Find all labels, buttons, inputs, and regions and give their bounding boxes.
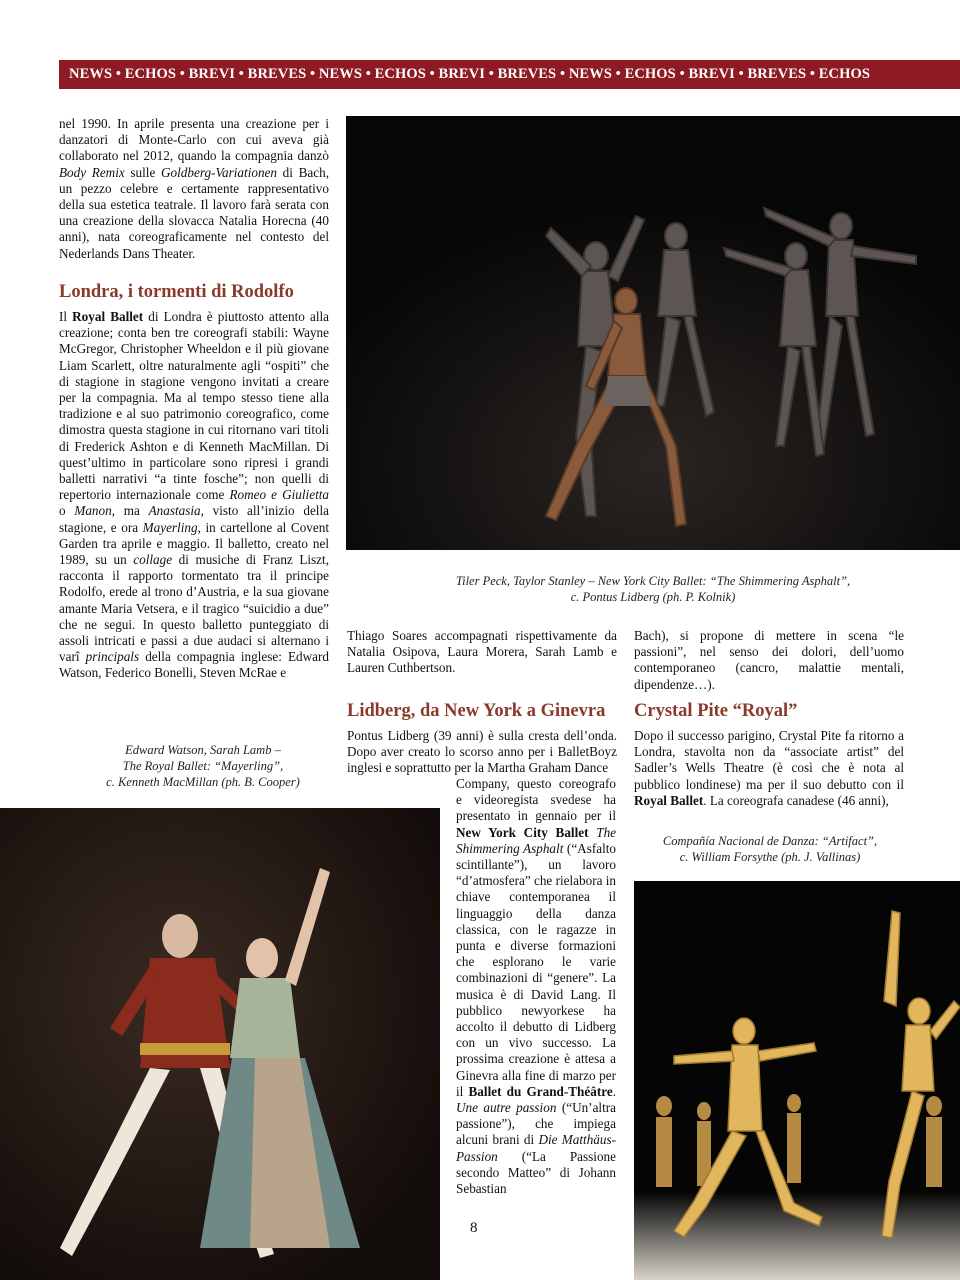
text-run: di Bach, un pezzo celebre e certamente rappresentativo della sua estetica teatrale. Il lavoro farà serata con una creazione della slovacca Natalia Horecna (40 anni), nata coreograficamente nel contesto del Nederlands Dans Theater. <box>59 164 330 261</box>
lidberg-paragraph-top: Pontus Lidberg (39 anni) è sulla cresta dell’onda. Dopo aver creato lo scorso anno per i BalletBoyz inglesi e soprattutto per la Martha Graham Dance <box>347 728 617 776</box>
text-run: , ma <box>111 503 149 519</box>
caption-line: c. Kenneth MacMillan (ph. B. Cooper) <box>106 775 300 789</box>
caption-line: Tiler Peck, Taylor Stanley – New York City Ballet: “The Shimmering Asphalt”, <box>455 574 851 588</box>
text-run: . La coreografa canadese (46 anni), <box>703 792 889 808</box>
text-run: (“La Passione secondo Matteo” di Johann Sebastian <box>456 1148 616 1197</box>
ensemble-dancers-illustration <box>634 881 960 1280</box>
text-run: di Londra è piuttosto attento alla creazione; conta ben tre coreografi stabili: Wayne McGregor, Christopher Wheeldon e il più giovane Liam Scarlett, oltre naturalmente agli “ospiti” che di stagione in stagione vengono invitati a creare per la compagnia. Ma al tempo stesso tiene alla tradizione e al suo patrimonio coreografico, come dimostra questa stagione in cui ritornano vari titoli di Frederick Ashton e di Kenneth MacMillan. Di quest’ultimo in particolare sono ripresi i grandi balletti narrativi “a tinte fosche”; non quelli di repertorio internazionale come <box>59 309 330 503</box>
text-run: , in cartellone al Covent Garden tra aprile e maggio. Il balletto, creato nel 1989, su un <box>59 519 329 568</box>
italic-run: collage <box>133 552 173 568</box>
italic-run: Mayerling <box>142 519 198 535</box>
text-run: Il <box>59 309 73 324</box>
bold-run: Ballet du Grand-Théâtre <box>468 1083 613 1099</box>
lidberg-paragraph <box>456 776 616 1197</box>
italic-run: Romeo e Giulietta <box>229 487 329 503</box>
text-run: . <box>612 1083 616 1099</box>
text-run: (“Asfalto scintillante”), un lavoro “d’atmosfera” che rielabora in chiave contemporanea il linguaggio della danza classica, con le ragazze in punta e diverse formazioni che esplorano le varie combinazioni di “genere”. La musica è di David Lang. Il pubblico newyorkese ha accolto il debutto di Lidberg con un vivo successo. La prossima creazione è attesa a Ginevra alla fine di marzo per il <box>456 840 616 1099</box>
caption-mayerling <box>60 742 346 790</box>
page-number: 8 <box>470 1220 478 1236</box>
text-run: (“Un’altra passione”), che impiega alcuni brani di <box>456 1100 616 1148</box>
photo-mayerling <box>0 808 440 1280</box>
photo-artifact <box>634 881 960 1280</box>
heading-london: Londra, i tormenti di Rodolfo <box>59 282 294 302</box>
caption-shimmering <box>346 573 960 605</box>
bold-run: Royal Ballet <box>634 792 704 808</box>
text-run: della compagnia inglese: Edward Watson, Federico Bonelli, Steven McRae e <box>59 649 329 681</box>
italic-run: Body Remix <box>59 164 125 180</box>
col3-top-paragraph: Bach), si propone di mettere in scena “le passioni”, nel senso dei dolori, dell’uomo contemporaneo (cancro, malattie mentali, dipendenze…). <box>634 628 904 692</box>
intro-paragraph <box>59 116 329 262</box>
couple-dancers-illustration <box>0 808 440 1280</box>
italic-run: Une autre passion <box>456 1100 557 1116</box>
news-banner: NEWS • ECHOS • BREVI • BREVES • NEWS • ECHOS • BREVI • BREVES • NEWS • ECHOS • BREVI • BREVES • ECHOS <box>59 60 960 89</box>
col2-top-paragraph: Thiago Soares accompagnati rispettivamente da Natalia Osipova, Laura Morera, Sarah Lamb e Lauren Cuthbertson. <box>347 628 617 676</box>
italic-run: Die Matthäus-Passion <box>456 1132 616 1164</box>
text-run: Company, questo coreografo e videoregista svedese ha presentato in gennaio per il <box>456 776 616 824</box>
italic-run: Manon <box>74 503 112 519</box>
pite-paragraph <box>634 728 904 809</box>
caption-line: Compañía Nacional de Danza: “Artifact”, <box>662 834 878 848</box>
text-run: , visto all’inizio della stagione, e ora <box>59 503 329 535</box>
italic-run: The Shimmering Asphalt <box>456 824 617 856</box>
bold-run: Royal Ballet <box>72 309 144 324</box>
caption-line: c. William Forsythe (ph. J. Vallinas) <box>679 850 861 864</box>
text-run: di musiche di Franz Liszt, racconta il rapporto tormentato tra il principe Rodolfo, erede al trono d’Austria, e la sua giovane amante Maria Vetsera, e il tragico “suicidio a due” che ne segui. In questo balletto punteggiato di assoli intricati e passi a due audaci si alternano i varî <box>59 552 329 665</box>
caption-line: Edward Watson, Sarah Lamb – <box>125 743 281 757</box>
text-run: Dopo il successo parigino, Crystal Pite fa ritorno a Londra, stavolta non da “associate artist” del Sadler’s Wells Theatre (è così che è nota al pubblico londinese) ma per il suo debutto con il <box>634 728 904 792</box>
text-run: nel 1990. In aprile presenta una creazione per i danzatori di Monte-Carlo con cui aveva già collaborato nel 2012, quando la compagnia danzò <box>59 116 329 164</box>
caption-artifact <box>620 833 920 865</box>
london-paragraph <box>59 309 329 682</box>
heading-pite: Crystal Pite “Royal” <box>634 701 798 721</box>
text-run: sulle <box>124 164 161 180</box>
bold-run: New York City Ballet <box>456 824 589 840</box>
caption-line: The Royal Ballet: “Mayerling”, <box>122 759 284 773</box>
italic-run: principals <box>85 649 140 665</box>
italic-run: Anastasia <box>148 503 201 519</box>
caption-line: c. Pontus Lidberg (ph. P. Kolnik) <box>570 590 736 604</box>
photo-shimmering-asphalt <box>346 116 960 550</box>
italic-run: Goldberg-Variationen <box>161 164 277 180</box>
dancers-illustration <box>346 116 960 550</box>
text-run: o <box>59 503 75 519</box>
heading-lidberg: Lidberg, da New York a Ginevra <box>347 701 606 721</box>
